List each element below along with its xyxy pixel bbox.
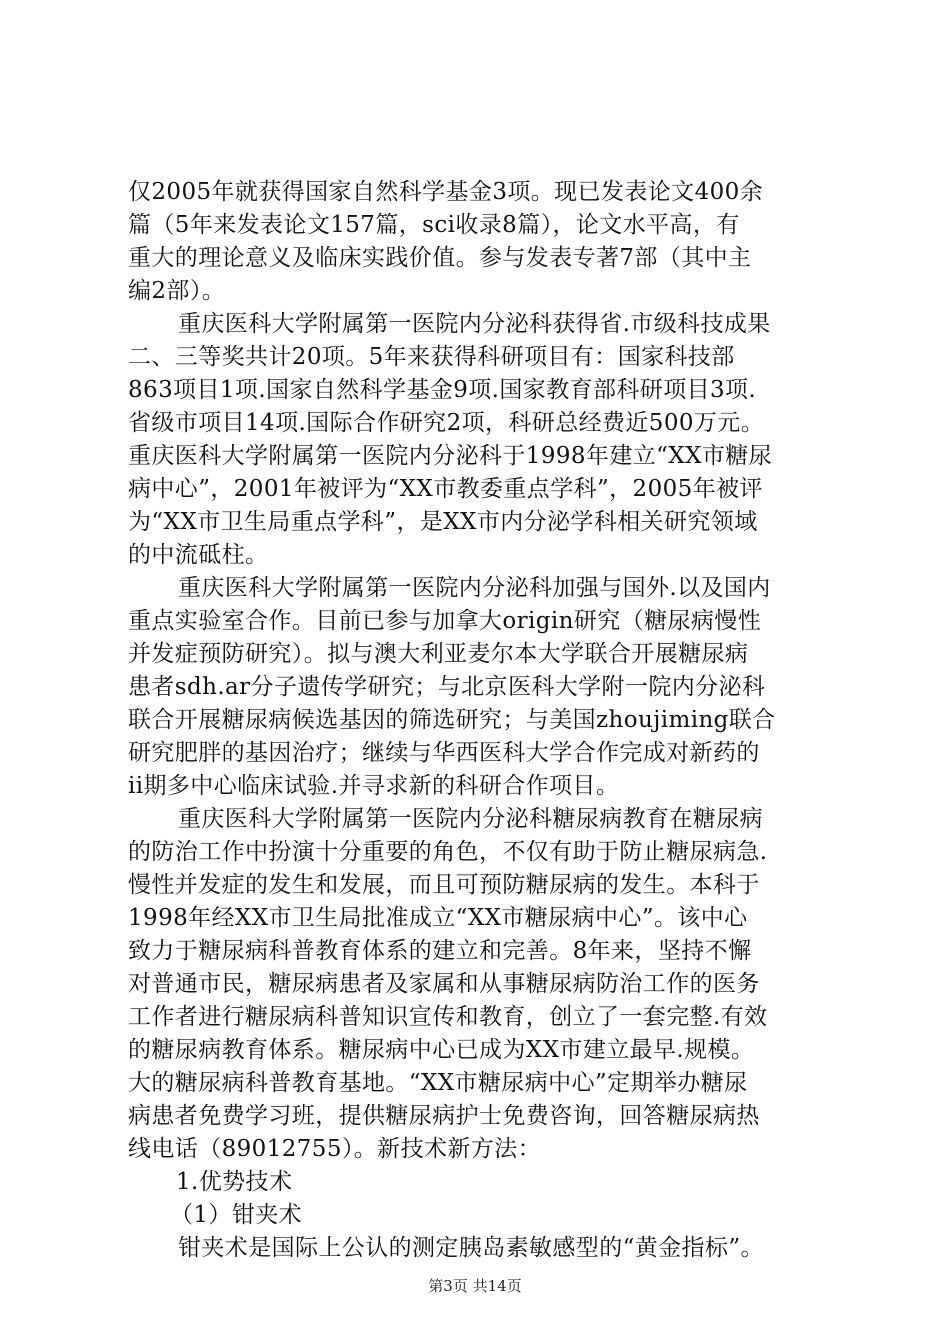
text-line: 仅2005年就获得国家自然科学基金3项。现已发表论文400余 bbox=[128, 179, 764, 205]
text-line: 重庆医科大学附属第一医院内分泌科于1998年建立“XX市糖尿 bbox=[128, 443, 773, 469]
text-line: 重点实验室合作。目前已参与加拿大origin研究（糖尿病慢性 bbox=[128, 608, 762, 634]
text-line: 线电话（89012755）。新技术新方法： bbox=[128, 1136, 541, 1162]
text-line: 省级市项目14项.国际合作研究2项，科研总经费近500万元。 bbox=[128, 410, 765, 436]
text-line: 重庆医科大学附属第一医院内分泌科加强与国外.以及国内 bbox=[178, 575, 771, 601]
text-line: 并发症预防研究）。拟与澳大利亚麦尔本大学联合开展糖尿病 bbox=[128, 641, 749, 667]
text-line: 大的糖尿病科普教育基地。“XX市糖尿病中心”定期举办糖尿 bbox=[128, 1070, 748, 1096]
text-line: 工作者进行糖尿病科普知识宣传和教育，创立了一套完整.有效 bbox=[128, 1004, 768, 1030]
text-line: 重庆医科大学附属第一医院内分泌科获得省.市级科技成果 bbox=[178, 311, 771, 337]
text-line: 为“XX市卫生局重点学科”，是XX市内分泌学科相关研究领域 bbox=[128, 509, 758, 535]
text-line: 的中流砥柱。 bbox=[128, 542, 269, 568]
text-line: 病中心”，2001年被评为“XX市教委重点学科”，2005年被评 bbox=[128, 476, 763, 502]
text-line: 致力于糖尿病科普教育体系的建立和完善。8年来，坚持不懈 bbox=[128, 938, 752, 964]
text-line: 二、三等奖共计20项。5年来获得科研项目有：国家科技部 bbox=[128, 344, 735, 370]
text-line: 重庆医科大学附属第一医院内分泌科糖尿病教育在糖尿病 bbox=[178, 806, 763, 832]
text-line: 的防治工作中扮演十分重要的角色，不仅有助于防止糖尿病急. bbox=[128, 839, 768, 865]
text-line: 慢性并发症的发生和发展，而且可预防糖尿病的发生。本科于 bbox=[128, 872, 760, 898]
text-line: （1）钳夹术 bbox=[170, 1202, 303, 1228]
text-line: 患者sdh.ar分子遗传学研究；与北京医科大学附一院内分泌科 bbox=[128, 674, 766, 700]
page-footer: 第3页 共14页 bbox=[428, 1277, 522, 1295]
text-line: 钳夹术是国际上公认的测定胰岛素敏感型的“黄金指标”。 bbox=[178, 1235, 764, 1261]
text-line: 863项目1项.国家自然科学基金9项.国家教育部科研项目3项. bbox=[128, 377, 757, 403]
text-line: 编2部）。 bbox=[128, 278, 226, 304]
text-line: ii期多中心临床试验.并寻求新的科研合作项目。 bbox=[128, 773, 620, 799]
text-line: 对普通市民，糖尿病患者及家属和从事糖尿病防治工作的医务 bbox=[128, 971, 760, 997]
text-line: 联合开展糖尿病候选基因的筛选研究；与美国zhoujiming联合 bbox=[128, 707, 776, 733]
text-line: 重大的理论意义及临床实践价值。参与发表专著7部（其中主 bbox=[128, 245, 752, 271]
text-line: 病患者免费学习班，提供糖尿病护士免费咨询，回答糖尿病热 bbox=[128, 1103, 760, 1129]
text-line: 研究肥胖的基因治疗；继续与华西医科大学合作完成对新药的 bbox=[128, 740, 760, 766]
text-line: 1.优势技术 bbox=[176, 1169, 293, 1195]
text-line: 篇（5年来发表论文157篇，sci收录8篇），论文水平高，有 bbox=[128, 212, 740, 238]
text-line: 1998年经XX市卫生局批准成立“XX市糖尿病中心”。该中心 bbox=[128, 905, 748, 931]
text-line: 的糖尿病教育体系。糖尿病中心已成为XX市建立最早.规模。 bbox=[128, 1037, 755, 1063]
